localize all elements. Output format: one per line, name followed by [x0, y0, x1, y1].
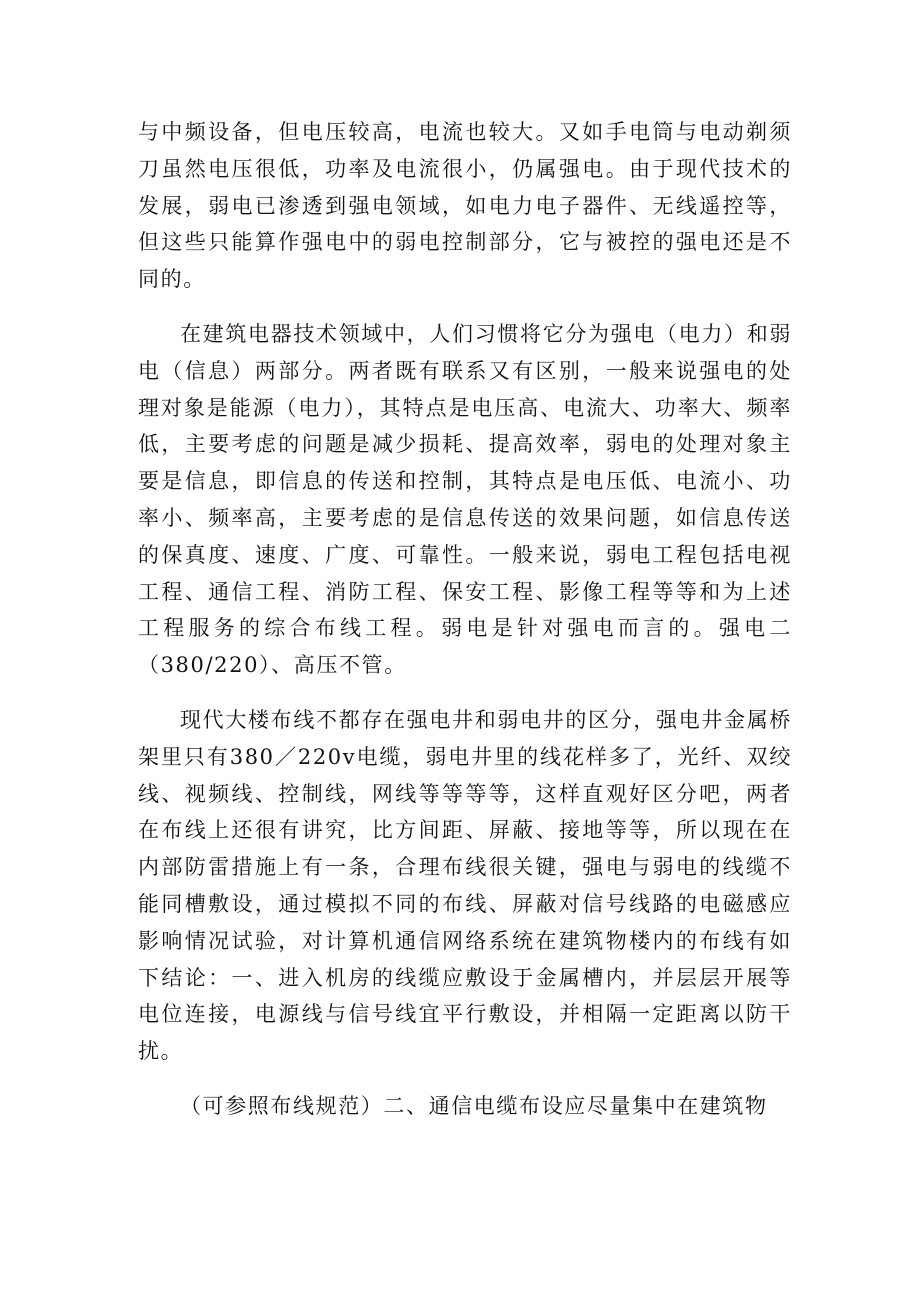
paragraph-2-line-9: 述工程服务的综合布线工程。弱电是针对强电而言的。强电二 [138, 579, 792, 641]
paragraph-3-line-1: 现代大楼布线不都存在强电井和弱电井的区分，强电井金属 [180, 707, 770, 732]
paragraph-1-line-3: 发展，弱电已渗透到强电领域，如电力电子器件、无线遥控等， [138, 193, 792, 218]
paragraph-2-line-8: 视工程、通信工程、消防工程、保安工程、影像工程等等和为上 [138, 542, 792, 604]
paragraph-3-line-7: 应影响情况试验，对计算机通信网络系统在建筑物楼内的布线有 [138, 891, 792, 953]
paragraph-2-line-10: （380/220）、高压不管。 [138, 653, 407, 678]
paragraph-3-line-2: 桥架里只有380／220v电缆，弱电井里的线花样多了，光纤、双 [138, 707, 792, 769]
paragraph-4-line-1: （可参照布线规范）二、通信电缆布设应尽量集中在建筑物 [180, 1093, 768, 1118]
paragraph-2-line-2: 弱电（信息）两部分。两者既有联系又有区别，一般来说强电的 [138, 321, 792, 383]
paragraph-2-line-7: 送的保真度、速度、广度、可靠性。一般来说，弱电工程包括电 [138, 505, 792, 567]
paragraph-3 [138, 702, 792, 1070]
paragraph-2 [138, 316, 792, 684]
paragraph-3-line-8: 如下结论：一、进入机房的线缆应敷设于金属槽内，并层层开展 [138, 928, 792, 990]
paragraph-3-line-10: 干扰。 [138, 1002, 792, 1064]
paragraph-3-line-4: 者在布线上还很有讲究，比方间距、屏蔽、接地等等，所以现在 [138, 781, 792, 843]
paragraph-2-line-3: 处理对象是能源（电力），其特点是电压高、电流大、功率大、 [138, 358, 792, 420]
paragraph-2-line-5: 象主要是信息，即信息的传送和控制，其特点是电压低、电流小、 [138, 432, 792, 494]
paragraph-3-line-6: 不能同槽敷设，通过模拟不同的布线、屏蔽对信号线路的电磁感 [138, 855, 792, 916]
paragraph-1-line-5: 同的。 [138, 267, 206, 292]
paragraph-3-line-5: 在内部防雷措施上有一条，合理布线很关键，强电与弱电的线缆 [138, 818, 792, 880]
paragraph-3-line-9: 等电位连接，电源线与信号线宜平行敷设，并相隔一定距离以防 [138, 965, 792, 1027]
document-body [138, 114, 792, 1125]
paragraph-1-line-4: 但这些只能算作强电中的弱电控制部分，它与被控的强电还是不 [138, 230, 792, 255]
paragraph-3-line-3: 绞线、视频线、控制线，网线等等等等，这样直观好区分吧，两 [138, 744, 792, 806]
paragraph-1 [138, 114, 792, 298]
paragraph-2-line-4: 频率低，主要考虑的问题是减少损耗、提高效率，弱电的处理对 [138, 395, 792, 457]
paragraph-2-line-6: 功率小、频率高，主要考虑的是信息传送的效果问题，如信息传 [138, 469, 792, 530]
paragraph-1-line-1: 与中频设备，但电压较高，电流也较大。又如手电筒与电动剃须 [138, 120, 792, 144]
paragraph-1-line-2: 刀虽然电压很低，功率及电流很小，仍属强电。由于现代技术的 [138, 156, 792, 181]
paragraph-2-line-1: 在建筑电器技术领域中，人们习惯将它分为强电（电力）和 [180, 321, 770, 346]
paragraph-4 [138, 1088, 792, 1125]
